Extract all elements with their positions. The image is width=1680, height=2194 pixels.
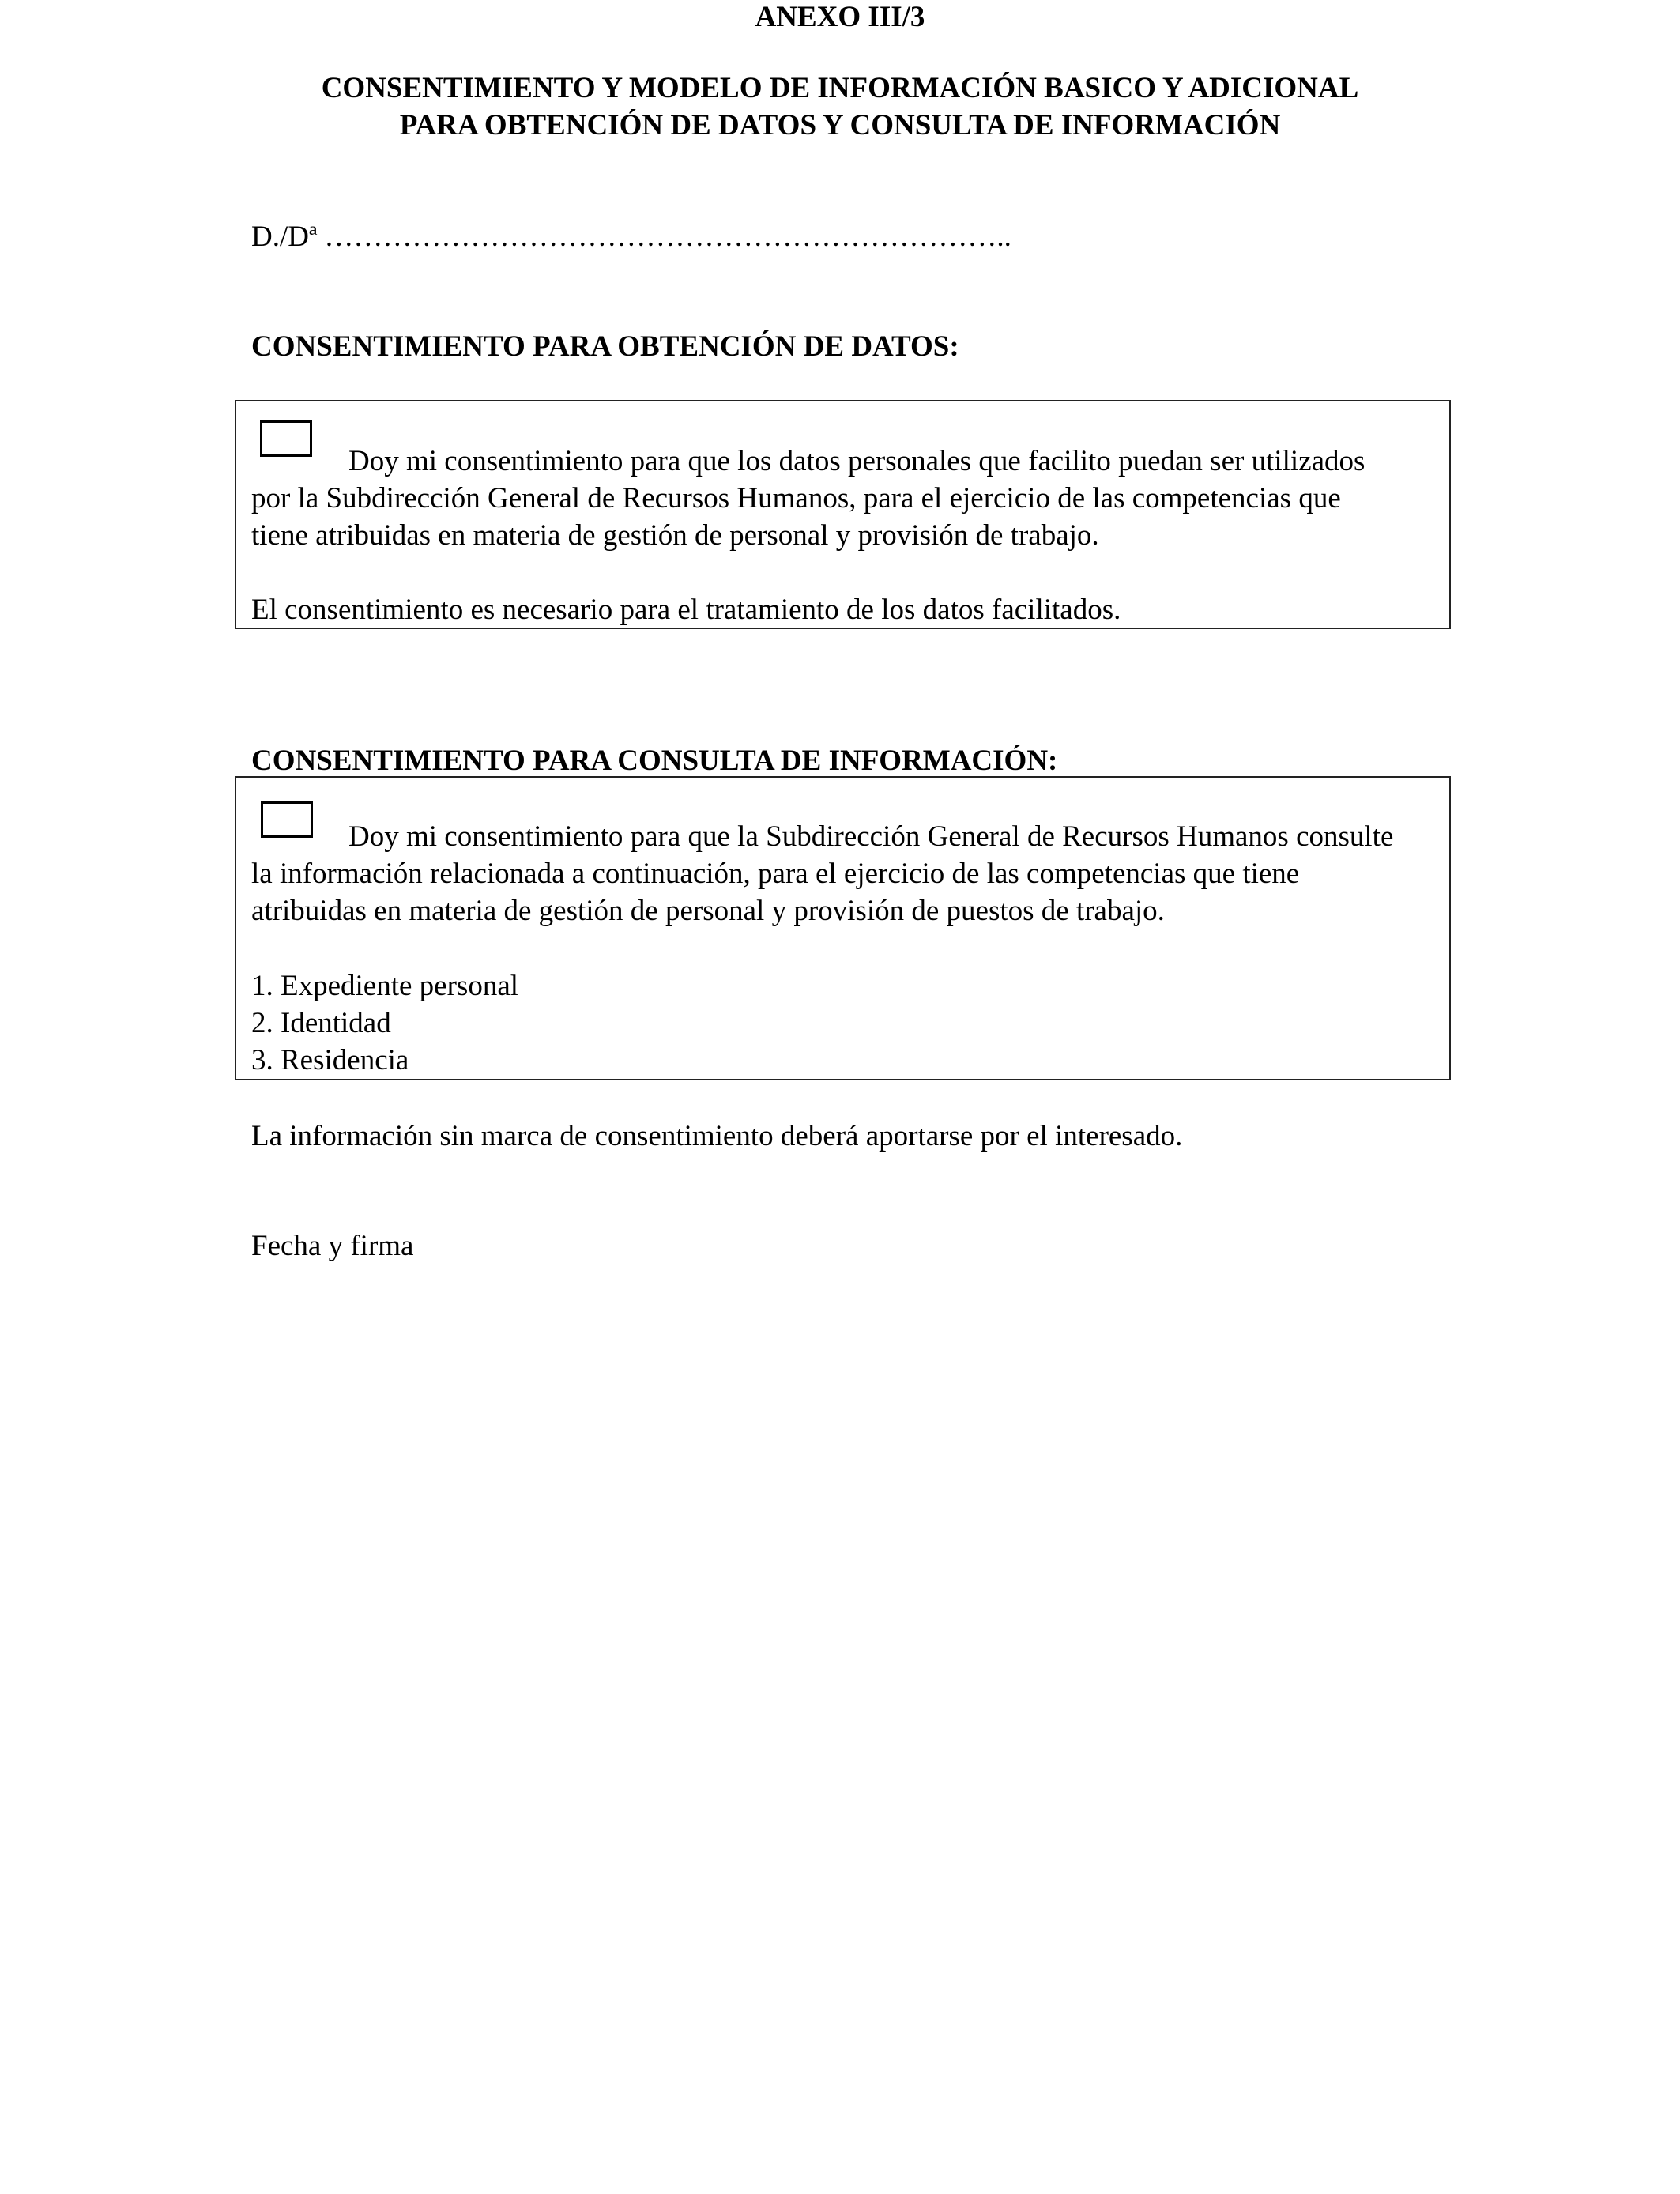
section-consulta-paragraph-line-1: Doy mi consentimiento para que la Subdirección General de Recursos Humanos consulte — [348, 820, 1394, 853]
section-consulta-paragraph-line-3: atribuidas en materia de gestión de personal y provisión de puestos de trabajo. — [251, 895, 1165, 927]
consent-consulta-checkbox[interactable] — [261, 801, 313, 838]
annex-label: ANEXO III/3 — [755, 1, 925, 33]
document-title-line-1: CONSENTIMIENTO Y MODELO DE INFORMACIÓN BASICO Y ADICIONAL — [321, 72, 1359, 104]
signature-label: Fecha y firma — [251, 1230, 414, 1262]
section-consulta-paragraph-line-2: la información relacionada a continuación, para el ejercicio de las competencias que tiene — [251, 858, 1300, 890]
consent-datos-checkbox[interactable] — [260, 420, 312, 457]
list-item: 2. Identidad — [251, 1007, 391, 1039]
footer-note: La información sin marca de consentimiento deberá aportarse por el interesado. — [251, 1120, 1183, 1152]
section-consulta-heading: CONSENTIMIENTO PARA CONSULTA DE INFORMACIÓN: — [251, 745, 1058, 777]
section-datos-paragraph-line-3: tiene atribuidas en materia de gestión de personal y provisión de trabajo. — [251, 519, 1099, 552]
name-field[interactable]: D./Dª …………………………………………………………….. — [251, 221, 1011, 253]
section-datos-box — [235, 400, 1451, 629]
section-consulta-box — [235, 776, 1451, 1080]
list-item: 3. Residencia — [251, 1044, 409, 1076]
section-datos-heading: CONSENTIMIENTO PARA OBTENCIÓN DE DATOS: — [251, 330, 959, 363]
section-datos-note: El consentimiento es necesario para el tratamiento de los datos facilitados. — [251, 594, 1121, 626]
section-datos-paragraph-line-1: Doy mi consentimiento para que los datos personales que facilito puedan ser utilizados — [348, 445, 1365, 477]
list-item: 1. Expediente personal — [251, 970, 519, 1002]
section-datos-paragraph-line-2: por la Subdirección General de Recursos Humanos, para el ejercicio de las competencias que — [251, 482, 1341, 515]
document-title-line-2: PARA OBTENCIÓN DE DATOS Y CONSULTA DE INFORMACIÓN — [399, 109, 1281, 141]
